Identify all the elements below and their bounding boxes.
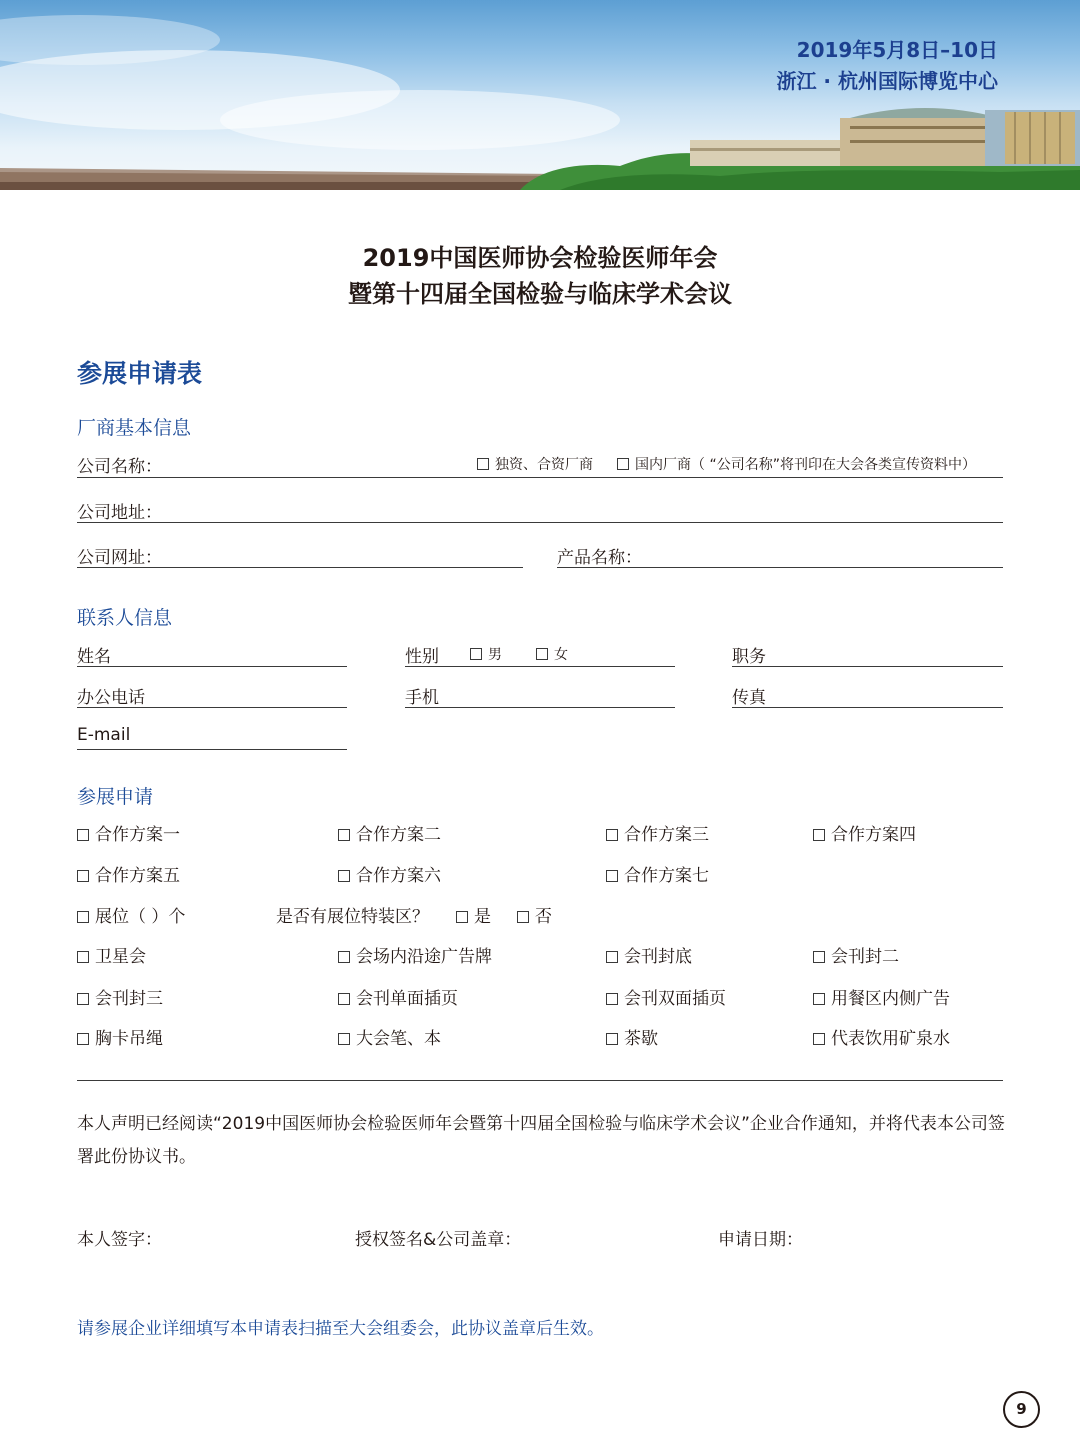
event-venue: 浙江 · 杭州国际博览中心 (776, 69, 998, 93)
company-address-field[interactable] (77, 522, 1003, 523)
sponsor-option[interactable]: 胸卡吊绳 (77, 1024, 163, 1049)
checkbox[interactable] (77, 911, 89, 923)
special-zone-yes[interactable]: 是 (456, 902, 491, 927)
checkbox[interactable] (338, 870, 350, 882)
checkbox[interactable] (606, 993, 618, 1005)
email-label: E-mail (77, 725, 131, 745)
company-address-label: 公司地址： (77, 503, 162, 523)
gender-male-option[interactable]: 男 (470, 644, 502, 664)
sponsor-option[interactable]: 会刊封底 (606, 942, 692, 967)
booth-option[interactable]: 展位（ ）个 (77, 902, 185, 927)
special-zone-no[interactable]: 否 (517, 902, 552, 927)
product-name-label: 产品名称： (557, 548, 642, 568)
gender-female-option[interactable]: 女 (536, 644, 568, 664)
section-contact-info: 联系人信息 (77, 607, 173, 629)
fax-label: 传真 (732, 688, 766, 708)
checkbox[interactable] (77, 1033, 89, 1045)
conference-title-line2: 暨第十四届全国检验与临床学术会议 (348, 280, 732, 308)
sponsor-option[interactable]: 会刊封三 (77, 984, 163, 1009)
checkbox[interactable] (338, 829, 350, 841)
mobile-field[interactable] (405, 707, 675, 708)
sponsor-option[interactable]: 会刊单面插页 (338, 984, 458, 1009)
company-name-field[interactable] (77, 477, 1003, 478)
sponsor-option[interactable]: 用餐区内侧广告 (813, 984, 950, 1009)
convention-center-illustration (0, 0, 1080, 190)
checkbox[interactable] (813, 829, 825, 841)
plan-option[interactable]: 合作方案三 (606, 820, 709, 845)
authorized-signature-label: 授权签名&公司盖章： (355, 1230, 522, 1250)
checkbox[interactable] (470, 648, 482, 660)
company-website-label: 公司网址： (77, 548, 162, 568)
office-phone-field[interactable] (77, 707, 347, 708)
section-vendor-info: 厂商基本信息 (77, 417, 192, 439)
special-zone-question: 是否有展位特装区？ (276, 907, 429, 927)
office-phone-label: 办公电话 (77, 688, 145, 708)
foreign-vendor-option[interactable]: 独资、合资厂商 (477, 454, 593, 474)
position-field[interactable] (732, 666, 1003, 667)
checkbox[interactable] (456, 911, 468, 923)
plan-option[interactable]: 合作方案五 (77, 861, 180, 886)
checkbox[interactable] (517, 911, 529, 923)
sponsor-option[interactable]: 茶歇 (606, 1024, 658, 1049)
gender-label: 性别 (405, 647, 439, 667)
contact-name-field[interactable] (77, 666, 347, 667)
mobile-label: 手机 (405, 688, 439, 708)
header-banner (0, 0, 1080, 190)
contact-name-label: 姓名 (77, 647, 111, 667)
sponsor-option[interactable]: 卫星会 (77, 942, 146, 967)
checkbox[interactable] (606, 1033, 618, 1045)
sponsor-option[interactable]: 会刊双面插页 (606, 984, 726, 1009)
plan-option[interactable]: 合作方案四 (813, 820, 916, 845)
gender-field (405, 666, 675, 667)
checkbox[interactable] (477, 458, 489, 470)
checkbox[interactable] (338, 951, 350, 963)
checkbox[interactable] (77, 951, 89, 963)
checkbox[interactable] (77, 829, 89, 841)
company-website-field[interactable] (77, 567, 523, 568)
checkbox[interactable] (813, 1033, 825, 1045)
checkbox[interactable] (606, 951, 618, 963)
section-application: 参展申请 (77, 786, 154, 808)
plan-option[interactable]: 合作方案六 (338, 861, 441, 886)
divider (77, 1080, 1003, 1081)
checkbox[interactable] (606, 829, 618, 841)
company-name-label: 公司名称： (77, 457, 162, 477)
domestic-vendor-option[interactable]: 国内厂商（ “公司名称”将刊印在大会各类宣传资料中） (617, 454, 976, 474)
sponsor-option[interactable]: 大会笔、本 (338, 1024, 441, 1049)
checkbox[interactable] (77, 993, 89, 1005)
form-title: 参展申请表 (77, 359, 203, 388)
checkbox[interactable] (338, 993, 350, 1005)
product-name-field[interactable] (557, 567, 1003, 568)
sponsor-option[interactable]: 会刊封二 (813, 942, 899, 967)
page-number: 9 (1003, 1391, 1040, 1428)
checkbox[interactable] (617, 458, 629, 470)
sponsor-option[interactable]: 代表饮用矿泉水 (813, 1024, 950, 1049)
application-date-label: 申请日期： (718, 1230, 803, 1250)
event-date: 2019年5月8日–10日 (796, 38, 998, 62)
sponsor-option[interactable]: 会场内沿途广告牌 (338, 942, 492, 967)
plan-option[interactable]: 合作方案一 (77, 820, 180, 845)
email-field[interactable] (77, 749, 347, 750)
declaration-text: 本人声明已经阅读“2019中国医师协会检验医师年会暨第十四届全国检验与临床学术会议”企业合作通知，并将代表本公司签署此份协议书。 (77, 1114, 1005, 1167)
position-label: 职务 (732, 647, 766, 667)
fax-field[interactable] (732, 707, 1003, 708)
self-signature-label: 本人签字： (77, 1230, 162, 1250)
conference-title-line1: 2019中国医师协会检验医师年会 (362, 244, 718, 272)
checkbox[interactable] (338, 1033, 350, 1045)
checkbox[interactable] (813, 993, 825, 1005)
checkbox[interactable] (813, 951, 825, 963)
plan-option[interactable]: 合作方案二 (338, 820, 441, 845)
checkbox[interactable] (536, 648, 548, 660)
checkbox[interactable] (77, 870, 89, 882)
checkbox[interactable] (606, 870, 618, 882)
plan-option[interactable]: 合作方案七 (606, 861, 709, 886)
submission-note: 请参展企业详细填写本申请表扫描至大会组委会，此协议盖章后生效。 (77, 1319, 604, 1339)
